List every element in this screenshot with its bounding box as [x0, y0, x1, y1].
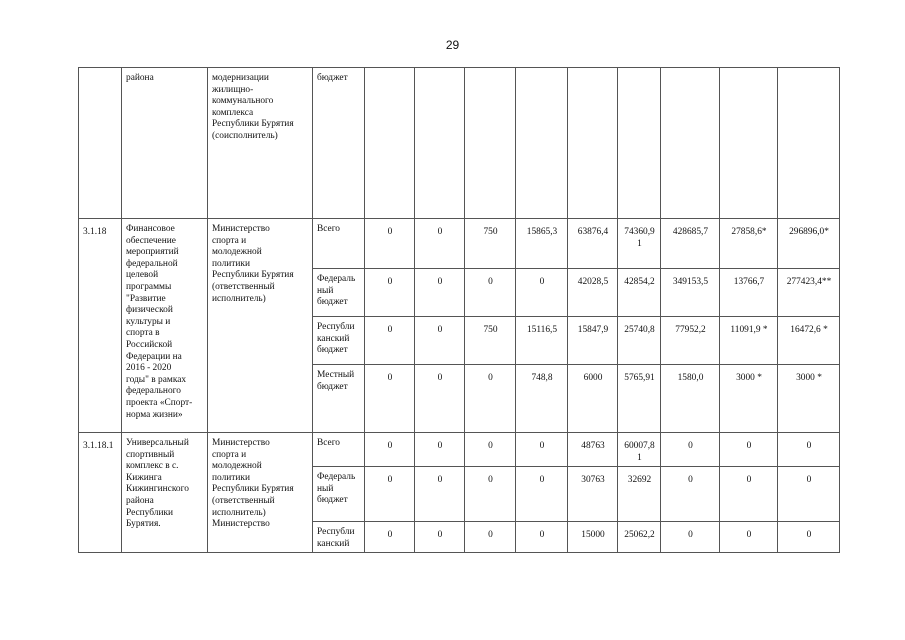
value-cell: 16472,6 *	[778, 317, 840, 365]
value-cell: 63876,4	[568, 219, 618, 269]
funding-source: бюджет	[313, 68, 365, 219]
value-cell: 3000 *	[720, 365, 778, 433]
value-cell: 0	[415, 365, 465, 433]
value-cell: 15000	[568, 522, 618, 553]
value-cell: 42854,2	[618, 269, 661, 317]
value-cell: 0	[465, 433, 516, 467]
value-cell: 15847,9	[568, 317, 618, 365]
value-cell: 0	[465, 522, 516, 553]
value-cell: 0	[465, 269, 516, 317]
value-cell: 0	[415, 433, 465, 467]
value-cell: 750	[465, 317, 516, 365]
value-cell: 0	[778, 467, 840, 522]
row-code	[79, 68, 122, 219]
row-code: 3.1.18.1	[79, 433, 122, 553]
page-number: 29	[445, 38, 460, 52]
value-cell	[661, 68, 720, 219]
value-cell: 0	[415, 467, 465, 522]
value-cell: 15865,3	[516, 219, 568, 269]
value-cell: 0	[415, 269, 465, 317]
value-cell: 25062,2	[618, 522, 661, 553]
value-cell: 0	[365, 269, 415, 317]
funding-source: Всего	[313, 433, 365, 467]
value-cell: 11091,9 *	[720, 317, 778, 365]
value-cell: 48763	[568, 433, 618, 467]
value-cell	[568, 68, 618, 219]
value-cell	[415, 68, 465, 219]
value-cell: 15116,5	[516, 317, 568, 365]
value-cell: 0	[720, 467, 778, 522]
value-cell: 296896,0*	[778, 219, 840, 269]
funding-source: Республи канский бюджет	[313, 317, 365, 365]
value-cell	[365, 68, 415, 219]
funding-source: Местный бюджет	[313, 365, 365, 433]
value-cell: 3000 *	[778, 365, 840, 433]
row-executor: Министерство спорта и молодежной политики Республики Бурятия (ответственный исполнитель) Министерство	[208, 433, 313, 553]
value-cell: 0	[516, 522, 568, 553]
value-cell	[618, 68, 661, 219]
value-cell: 0	[516, 467, 568, 522]
funding-source: Федераль ный бюджет	[313, 269, 365, 317]
value-cell: 0	[365, 522, 415, 553]
value-cell: 0	[365, 467, 415, 522]
value-cell: 1580,0	[661, 365, 720, 433]
value-cell: 0	[661, 467, 720, 522]
value-cell: 0	[465, 467, 516, 522]
value-cell: 13766,7	[720, 269, 778, 317]
value-cell	[778, 68, 840, 219]
value-cell: 428685,7	[661, 219, 720, 269]
value-cell: 0	[720, 522, 778, 553]
value-cell: 42028,5	[568, 269, 618, 317]
value-cell	[720, 68, 778, 219]
row-executor: Министерство спорта и молодежной политики Республики Бурятия (ответственный исполнитель)	[208, 219, 313, 433]
value-cell: 0	[661, 522, 720, 553]
value-cell: 27858,6*	[720, 219, 778, 269]
value-cell: 77952,2	[661, 317, 720, 365]
row-executor: модернизации жилищно- коммунального комплекса Республики Бурятия (соисполнитель)	[208, 68, 313, 219]
value-cell: 0	[516, 433, 568, 467]
program-table	[78, 67, 840, 553]
row-name: Универсальный спортивный комплекс в с. Кижинга Кижингинского района Республики Бурятия.	[122, 433, 208, 553]
value-cell: 30763	[568, 467, 618, 522]
value-cell: 0	[415, 317, 465, 365]
value-cell: 74360,9 1	[618, 219, 661, 269]
table-row	[79, 219, 840, 269]
value-cell: 0	[720, 433, 778, 467]
value-cell: 0	[365, 433, 415, 467]
table-row	[79, 68, 840, 219]
value-cell: 5765,91	[618, 365, 661, 433]
funding-source: Всего	[313, 219, 365, 269]
value-cell: 0	[415, 522, 465, 553]
row-code: 3.1.18	[79, 219, 122, 433]
value-cell: 0	[516, 269, 568, 317]
table-row	[79, 433, 840, 467]
value-cell: 349153,5	[661, 269, 720, 317]
value-cell: 0	[465, 365, 516, 433]
value-cell: 60007,8 1	[618, 433, 661, 467]
value-cell: 750	[465, 219, 516, 269]
value-cell: 0	[415, 219, 465, 269]
value-cell	[465, 68, 516, 219]
funding-source: Федераль ный бюджет	[313, 467, 365, 522]
value-cell: 0	[778, 522, 840, 553]
value-cell: 6000	[568, 365, 618, 433]
value-cell: 748,8	[516, 365, 568, 433]
funding-source: Республи канский	[313, 522, 365, 553]
value-cell: 0	[661, 433, 720, 467]
value-cell: 0	[365, 219, 415, 269]
value-cell: 25740,8	[618, 317, 661, 365]
value-cell: 0	[365, 365, 415, 433]
value-cell: 0	[778, 433, 840, 467]
value-cell: 32692	[618, 467, 661, 522]
value-cell: 277423,4**	[778, 269, 840, 317]
value-cell	[516, 68, 568, 219]
value-cell: 0	[365, 317, 415, 365]
row-name: района	[122, 68, 208, 219]
row-name: Финансовое обеспечение мероприятий федеральной целевой программы "Развитие физической культуры и спорта в Российской Федерации на 2016 - 2020 годы" в рамках федерального проекта «Спорт- норма жизни»	[122, 219, 208, 433]
